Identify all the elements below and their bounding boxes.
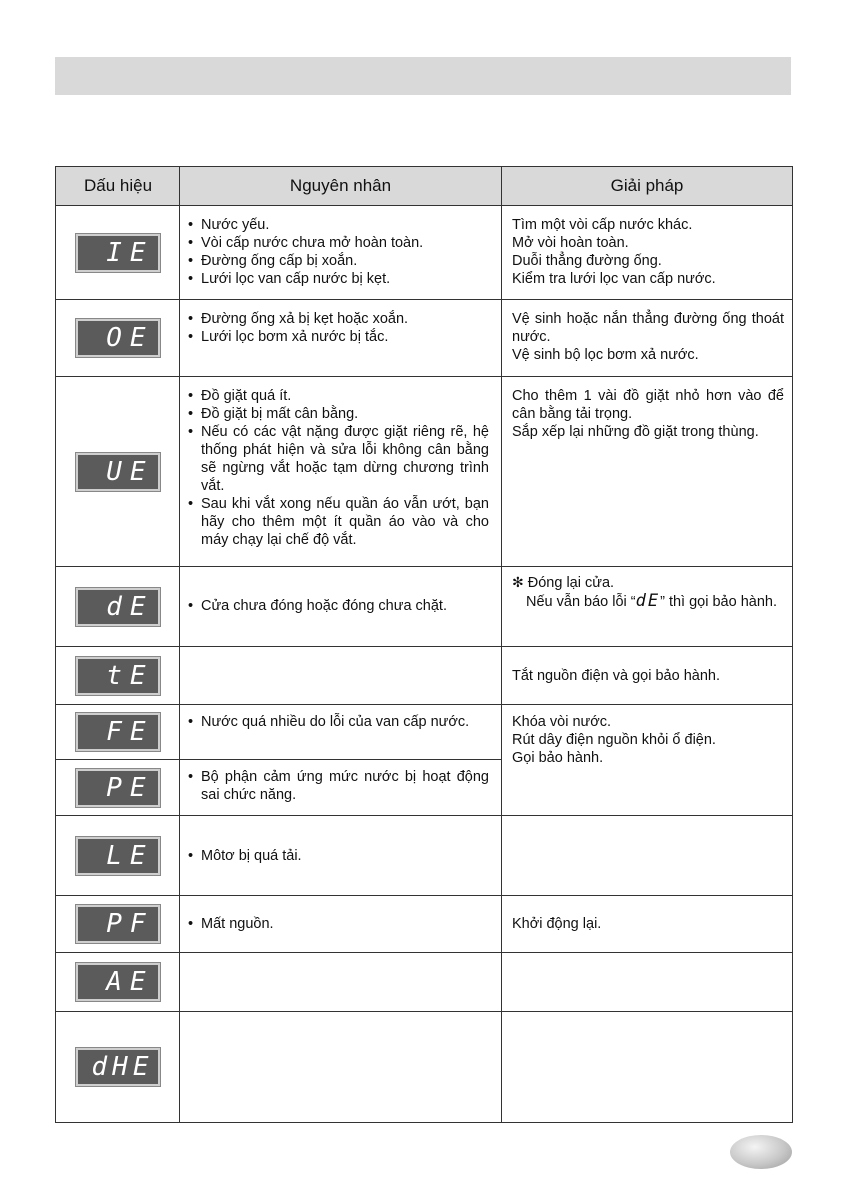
- cause-cell: [180, 567, 502, 647]
- cause-cell: [180, 705, 502, 760]
- page-number-badge: [730, 1135, 792, 1169]
- solution-line: Gọi bảo hành.: [512, 750, 604, 766]
- solution-line: Mở vòi hoàn toàn.: [512, 235, 629, 251]
- cause-cell: [180, 647, 502, 705]
- cause-item: • Cửa chưa đóng hoặc đóng chưa chặt.: [188, 597, 489, 615]
- section-header-bar: [55, 57, 791, 95]
- table-row: [56, 567, 793, 647]
- inline-error-code: dE: [635, 591, 661, 611]
- cause-cell: [180, 760, 502, 816]
- cause-item: • Lưới lọc bơm xả nước bị tắc.: [188, 328, 489, 346]
- solution-line: Rút dây điện nguồn khỏi ổ điện.: [512, 732, 716, 748]
- cause-cell: [180, 896, 502, 953]
- error-code-table: [55, 166, 793, 1123]
- error-code-display: OE: [76, 319, 160, 357]
- error-code-display: dHE: [76, 1048, 160, 1086]
- cause-cell: [180, 377, 502, 567]
- header-solution: Giải pháp: [502, 167, 793, 206]
- sign-cell: [56, 567, 180, 647]
- cause-cell: [180, 953, 502, 1012]
- solution-cell: [502, 377, 793, 567]
- sign-cell: [56, 1012, 180, 1123]
- sign-cell: [56, 377, 180, 567]
- solution-text: Nếu vẫn báo lỗi “: [526, 594, 636, 610]
- sign-cell: [56, 816, 180, 896]
- error-code-display: UE: [76, 453, 160, 491]
- error-code-display: tE: [76, 657, 160, 695]
- solution-line: Khởi động lại.: [512, 916, 602, 932]
- table-row: [56, 206, 793, 300]
- sign-cell: [56, 206, 180, 300]
- cause-item: • Đồ giặt bị mất cân bằng.: [188, 405, 489, 423]
- error-code-display: LE: [76, 837, 160, 875]
- error-code-display: FE: [76, 713, 160, 751]
- cause-cell: [180, 300, 502, 377]
- solution-cell: [502, 816, 793, 896]
- cause-cell: [180, 1012, 502, 1123]
- sign-cell: [56, 953, 180, 1012]
- error-code-display: IE: [76, 234, 160, 272]
- solution-line: [512, 573, 784, 592]
- solution-text: ” thì gọi bảo hành.: [660, 594, 778, 610]
- sign-cell: [56, 647, 180, 705]
- header-sign: Dấu hiệu: [56, 167, 180, 206]
- sign-cell: [56, 705, 180, 760]
- cause-item: • Nước quá nhiều do lỗi của van cấp nước.: [188, 713, 489, 731]
- cause-item: • Môtơ bị quá tải.: [188, 847, 489, 865]
- cause-item: • Lưới lọc van cấp nước bị kẹt.: [188, 270, 489, 288]
- table-row: [56, 896, 793, 953]
- solution-line: [512, 592, 784, 611]
- solution-cell: [502, 567, 793, 647]
- cause-item: • Nếu có các vật nặng được giặt riêng rẽ, hệ thống phát hiện và sửa lỗi không cân bằng sẽ ngừng vắt hoặc tạm dừng chương trình vắt.: [188, 423, 489, 495]
- error-code-display: PF: [76, 905, 160, 943]
- cause-item: • Nước yếu.: [188, 216, 489, 234]
- table-row: [56, 953, 793, 1012]
- cause-item: • Sau khi vắt xong nếu quần áo vẫn ướt, bạn hãy cho thêm một ít quần áo vào và cho máy chạy lại chế độ vắt.: [188, 495, 489, 549]
- cause-item: • Vòi cấp nước chưa mở hoàn toàn.: [188, 234, 489, 252]
- solution-cell: [502, 1012, 793, 1123]
- cause-item: • Bộ phận cảm ứng mức nước bị hoạt động sai chức năng.: [188, 768, 489, 804]
- solution-line: Duỗi thẳng đường ống.: [512, 253, 662, 269]
- solution-line: Cho thêm 1 vài đồ giặt nhỏ hơn vào để cân bằng tải trọng.: [512, 388, 784, 422]
- solution-line: Sắp xếp lại những đồ giặt trong thùng.: [512, 424, 759, 440]
- error-code-display: dE: [76, 588, 160, 626]
- header-cause: Nguyên nhân: [180, 167, 502, 206]
- table-row: [56, 705, 793, 760]
- sign-cell: [56, 300, 180, 377]
- solution-line: Vệ sinh bộ lọc bơm xả nước.: [512, 347, 699, 363]
- note-mark: ✻: [512, 574, 524, 590]
- cause-item: • Mất nguồn.: [188, 915, 489, 933]
- cause-cell: [180, 206, 502, 300]
- sign-cell: [56, 760, 180, 816]
- solution-cell: [502, 705, 793, 816]
- solution-cell: [502, 647, 793, 705]
- solution-line: Kiểm tra lưới lọc van cấp nước.: [512, 271, 716, 287]
- table-row: [56, 377, 793, 567]
- cause-item: • Đường ống cấp bị xoắn.: [188, 252, 489, 270]
- solution-line: Tìm một vòi cấp nước khác.: [512, 217, 693, 233]
- solution-line: Khóa vòi nước.: [512, 714, 612, 730]
- table-row: [56, 1012, 793, 1123]
- table-header-row: [56, 167, 793, 206]
- cause-cell: [180, 816, 502, 896]
- solution-text: Đóng lại cửa.: [527, 575, 615, 591]
- cause-item: • Đường ống xả bị kẹt hoặc xoắn.: [188, 310, 489, 328]
- solution-cell: [502, 206, 793, 300]
- solution-line: Vệ sinh hoặc nắn thẳng đường ống thoát nước.: [512, 311, 784, 345]
- solution-line: Tắt nguồn điện và gọi bảo hành.: [512, 667, 720, 684]
- error-code-display: PE: [76, 769, 160, 807]
- solution-cell: [502, 300, 793, 377]
- cause-item: • Đồ giặt quá ít.: [188, 387, 489, 405]
- table-row: [56, 816, 793, 896]
- table-row: [56, 647, 793, 705]
- solution-cell: [502, 896, 793, 953]
- sign-cell: [56, 896, 180, 953]
- table-row: [56, 300, 793, 377]
- solution-cell: [502, 953, 793, 1012]
- error-code-display: AE: [76, 963, 160, 1001]
